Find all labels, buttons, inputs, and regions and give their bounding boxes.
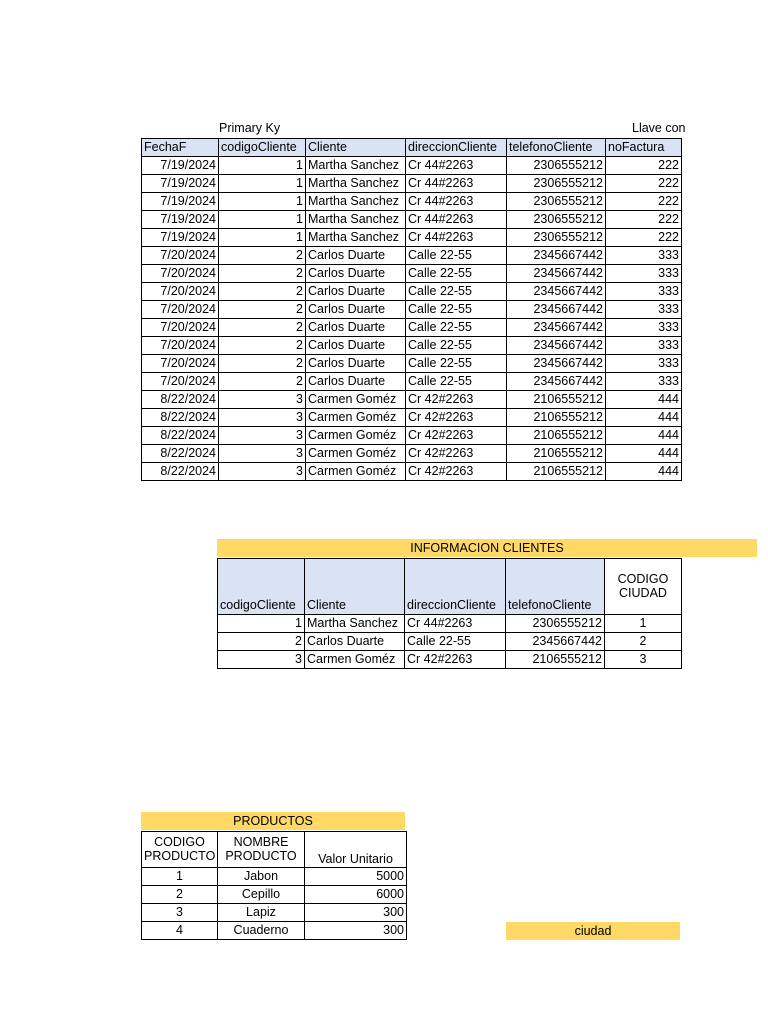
cell-no-factura: 222: [606, 175, 682, 193]
cell-no-factura: 222: [606, 193, 682, 211]
cell-cliente: Carlos Duarte: [306, 283, 406, 301]
table-row: [142, 193, 682, 211]
header-codigo-cliente: codigoCliente: [218, 559, 305, 615]
cell-codigo-producto: 1: [142, 868, 218, 886]
cell-codigo-cliente: 3: [219, 463, 306, 481]
cell-no-factura: 222: [606, 211, 682, 229]
cell-no-factura: 333: [606, 373, 682, 391]
cell-direccion: Calle 22-55: [406, 373, 507, 391]
cell-telefono: 2306555212: [507, 175, 606, 193]
table-row: [142, 175, 682, 193]
cell-codigo-producto: 4: [142, 922, 218, 940]
cell-nombre-producto: Cepillo: [218, 886, 305, 904]
cell-direccion: Calle 22-55: [406, 337, 507, 355]
productos-title: PRODUCTOS: [141, 812, 405, 830]
table-row: [142, 886, 407, 904]
cell-cliente: Carmen Goméz: [306, 391, 406, 409]
cell-cliente: Carlos Duarte: [306, 355, 406, 373]
table-row: [142, 868, 407, 886]
cell-fecha: 7/20/2024: [142, 265, 219, 283]
table-row: [218, 651, 682, 669]
cell-direccion: Cr 44#2263: [406, 175, 507, 193]
productos-header-row: [142, 832, 407, 868]
cell-direccion: Cr 42#2263: [405, 651, 506, 669]
ciudad-title: ciudad: [506, 922, 680, 940]
cell-codigo-cliente: 2: [219, 247, 306, 265]
cell-no-factura: 333: [606, 355, 682, 373]
cell-direccion: Cr 42#2263: [406, 463, 507, 481]
cell-direccion: Calle 22-55: [406, 355, 507, 373]
cell-direccion: Cr 44#2263: [406, 157, 507, 175]
header-direccion: direccionCliente: [405, 559, 506, 615]
cell-codigo-cliente: 2: [219, 373, 306, 391]
cell-telefono: 2306555212: [507, 229, 606, 247]
cell-fecha: 7/20/2024: [142, 283, 219, 301]
invoice-table: [141, 138, 682, 481]
cell-codigo-cliente: 2: [219, 337, 306, 355]
cell-cliente: Martha Sanchez: [306, 193, 406, 211]
cell-valor-unitario: 6000: [305, 886, 407, 904]
cell-fecha: 7/20/2024: [142, 355, 219, 373]
cell-no-factura: 333: [606, 319, 682, 337]
cell-direccion: Cr 42#2263: [406, 427, 507, 445]
cell-cliente: Martha Sanchez: [306, 175, 406, 193]
cell-cliente: Carlos Duarte: [306, 373, 406, 391]
invoice-header-row: [142, 139, 682, 157]
cell-telefono: 2345667442: [507, 355, 606, 373]
cell-codigo-cliente: 1: [219, 229, 306, 247]
cell-telefono: 2345667442: [507, 283, 606, 301]
cell-no-factura: 222: [606, 229, 682, 247]
cell-codigo-cliente: 1: [219, 157, 306, 175]
cell-fecha: 7/19/2024: [142, 211, 219, 229]
cell-codigo-cliente: 1: [219, 193, 306, 211]
cell-telefono: 2345667442: [507, 301, 606, 319]
cell-cliente: Carlos Duarte: [306, 265, 406, 283]
cell-telefono: 2306555212: [507, 157, 606, 175]
table-row: [142, 409, 682, 427]
cell-fecha: 8/22/2024: [142, 463, 219, 481]
clientes-title: INFORMACION CLIENTES: [217, 539, 757, 557]
cell-codigo-producto: 2: [142, 886, 218, 904]
cell-cliente: Carlos Duarte: [306, 319, 406, 337]
cell-cliente: Carlos Duarte: [306, 247, 406, 265]
cell-telefono: 2345667442: [507, 265, 606, 283]
cell-valor-unitario: 300: [305, 922, 407, 940]
cell-direccion: Cr 42#2263: [406, 391, 507, 409]
cell-no-factura: 333: [606, 265, 682, 283]
header-codigo-producto: CODIGO PRODUCTO: [142, 832, 218, 868]
table-row: [142, 229, 682, 247]
cell-codigo-cliente: 2: [219, 265, 306, 283]
cell-direccion: Cr 42#2263: [406, 409, 507, 427]
cell-fecha: 7/19/2024: [142, 229, 219, 247]
cell-codigo-cliente: 2: [219, 319, 306, 337]
cell-codigo-cliente: 2: [219, 301, 306, 319]
cell-valor-unitario: 300: [305, 904, 407, 922]
header-direccion: direccionCliente: [406, 139, 507, 157]
cell-fecha: 7/20/2024: [142, 319, 219, 337]
header-cliente: Cliente: [306, 139, 406, 157]
cell-telefono: 2106555212: [507, 427, 606, 445]
cell-nombre-producto: Cuaderno: [218, 922, 305, 940]
table-row: [142, 283, 682, 301]
cell-codigo-cliente: 3: [219, 445, 306, 463]
cell-fecha: 7/20/2024: [142, 247, 219, 265]
table-row: [142, 463, 682, 481]
header-nombre-producto: NOMBRE PRODUCTO: [218, 832, 305, 868]
cell-cliente: Carlos Duarte: [306, 301, 406, 319]
table-row: [142, 157, 682, 175]
cell-codigo-cliente: 3: [218, 651, 305, 669]
table-row: [218, 615, 682, 633]
cell-direccion: Cr 44#2263: [406, 193, 507, 211]
cell-telefono: 2345667442: [506, 633, 605, 651]
cell-no-factura: 444: [606, 445, 682, 463]
cell-fecha: 7/19/2024: [142, 175, 219, 193]
table-row: [218, 633, 682, 651]
cell-direccion: Cr 42#2263: [406, 445, 507, 463]
cell-codigo-cliente: 2: [218, 633, 305, 651]
cell-codigo-cliente: 3: [219, 427, 306, 445]
cell-fecha: 7/19/2024: [142, 193, 219, 211]
cell-cliente: Martha Sanchez: [306, 157, 406, 175]
cell-direccion: Calle 22-55: [406, 247, 507, 265]
header-valor-unitario: Valor Unitario: [305, 832, 407, 868]
header-codigo-cliente: codigoCliente: [219, 139, 306, 157]
header-telefono: telefonoCliente: [507, 139, 606, 157]
cell-no-factura: 333: [606, 301, 682, 319]
productos-table: [141, 831, 407, 940]
cell-fecha: 7/20/2024: [142, 373, 219, 391]
table-row: [142, 904, 407, 922]
cell-codigo-ciudad: 3: [605, 651, 682, 669]
cell-telefono: 2106555212: [507, 391, 606, 409]
header-codigo-ciudad: CODIGO CIUDAD: [605, 559, 682, 615]
cell-no-factura: 444: [606, 463, 682, 481]
table-row: [142, 427, 682, 445]
cell-codigo-ciudad: 1: [605, 615, 682, 633]
cell-fecha: 8/22/2024: [142, 391, 219, 409]
cell-telefono: 2106555212: [507, 463, 606, 481]
cell-fecha: 8/22/2024: [142, 445, 219, 463]
table-row: [142, 247, 682, 265]
header-no-factura: noFactura: [606, 139, 682, 157]
cell-cliente: Carmen Goméz: [306, 427, 406, 445]
cell-no-factura: 333: [606, 283, 682, 301]
cell-direccion: Calle 22-55: [406, 319, 507, 337]
cell-telefono: 2306555212: [506, 615, 605, 633]
cell-telefono: 2306555212: [507, 211, 606, 229]
cell-codigo-cliente: 1: [219, 211, 306, 229]
cell-no-factura: 222: [606, 157, 682, 175]
cell-cliente: Carlos Duarte: [306, 337, 406, 355]
clientes-header-row: [218, 559, 682, 615]
cell-telefono: 2106555212: [506, 651, 605, 669]
clientes-table: [217, 558, 682, 669]
cell-direccion: Cr 44#2263: [406, 229, 507, 247]
cell-cliente: Martha Sanchez: [305, 615, 405, 633]
cell-cliente: Carmen Goméz: [306, 409, 406, 427]
cell-cliente: Carmen Goméz: [306, 463, 406, 481]
cell-fecha: 8/22/2024: [142, 409, 219, 427]
cell-cliente: Carlos Duarte: [305, 633, 405, 651]
cell-no-factura: 333: [606, 247, 682, 265]
cell-codigo-cliente: 3: [219, 409, 306, 427]
table-row: [142, 337, 682, 355]
cell-codigo-ciudad: 2: [605, 633, 682, 651]
cell-telefono: 2345667442: [507, 337, 606, 355]
table-row: [142, 922, 407, 940]
cell-fecha: 7/19/2024: [142, 157, 219, 175]
cell-fecha: 7/20/2024: [142, 301, 219, 319]
cell-telefono: 2345667442: [507, 319, 606, 337]
primary-key-label: Primary Ky: [219, 121, 281, 135]
cell-telefono: 2306555212: [507, 193, 606, 211]
table-row: [142, 301, 682, 319]
cell-cliente: Martha Sanchez: [306, 211, 406, 229]
cell-direccion: Cr 44#2263: [405, 615, 506, 633]
table-row: [142, 373, 682, 391]
header-fecha: FechaF: [142, 139, 219, 157]
cell-telefono: 2106555212: [507, 445, 606, 463]
cell-cliente: Martha Sanchez: [306, 229, 406, 247]
table-row: [142, 355, 682, 373]
cell-direccion: Calle 22-55: [405, 633, 506, 651]
table-row: [142, 445, 682, 463]
cell-nombre-producto: Lapiz: [218, 904, 305, 922]
cell-codigo-cliente: 1: [218, 615, 305, 633]
table-row: [142, 211, 682, 229]
cell-direccion: Calle 22-55: [406, 265, 507, 283]
cell-no-factura: 444: [606, 427, 682, 445]
foreign-key-label: Llave con: [632, 121, 686, 135]
cell-telefono: 2345667442: [507, 373, 606, 391]
cell-telefono: 2106555212: [507, 409, 606, 427]
cell-direccion: Cr 44#2263: [406, 211, 507, 229]
cell-codigo-cliente: 2: [219, 355, 306, 373]
cell-cliente: Carmen Goméz: [305, 651, 405, 669]
table-row: [142, 391, 682, 409]
cell-codigo-cliente: 1: [219, 175, 306, 193]
header-cliente: Cliente: [305, 559, 405, 615]
cell-cliente: Carmen Goméz: [306, 445, 406, 463]
table-row: [142, 319, 682, 337]
cell-valor-unitario: 5000: [305, 868, 407, 886]
cell-direccion: Calle 22-55: [406, 301, 507, 319]
cell-no-factura: 444: [606, 391, 682, 409]
cell-telefono: 2345667442: [507, 247, 606, 265]
cell-fecha: 7/20/2024: [142, 337, 219, 355]
cell-codigo-producto: 3: [142, 904, 218, 922]
cell-codigo-cliente: 3: [219, 391, 306, 409]
cell-no-factura: 444: [606, 409, 682, 427]
cell-nombre-producto: Jabon: [218, 868, 305, 886]
cell-codigo-cliente: 2: [219, 283, 306, 301]
table-row: [142, 265, 682, 283]
cell-no-factura: 333: [606, 337, 682, 355]
cell-direccion: Calle 22-55: [406, 283, 507, 301]
cell-fecha: 8/22/2024: [142, 427, 219, 445]
header-telefono: telefonoCliente: [506, 559, 605, 615]
